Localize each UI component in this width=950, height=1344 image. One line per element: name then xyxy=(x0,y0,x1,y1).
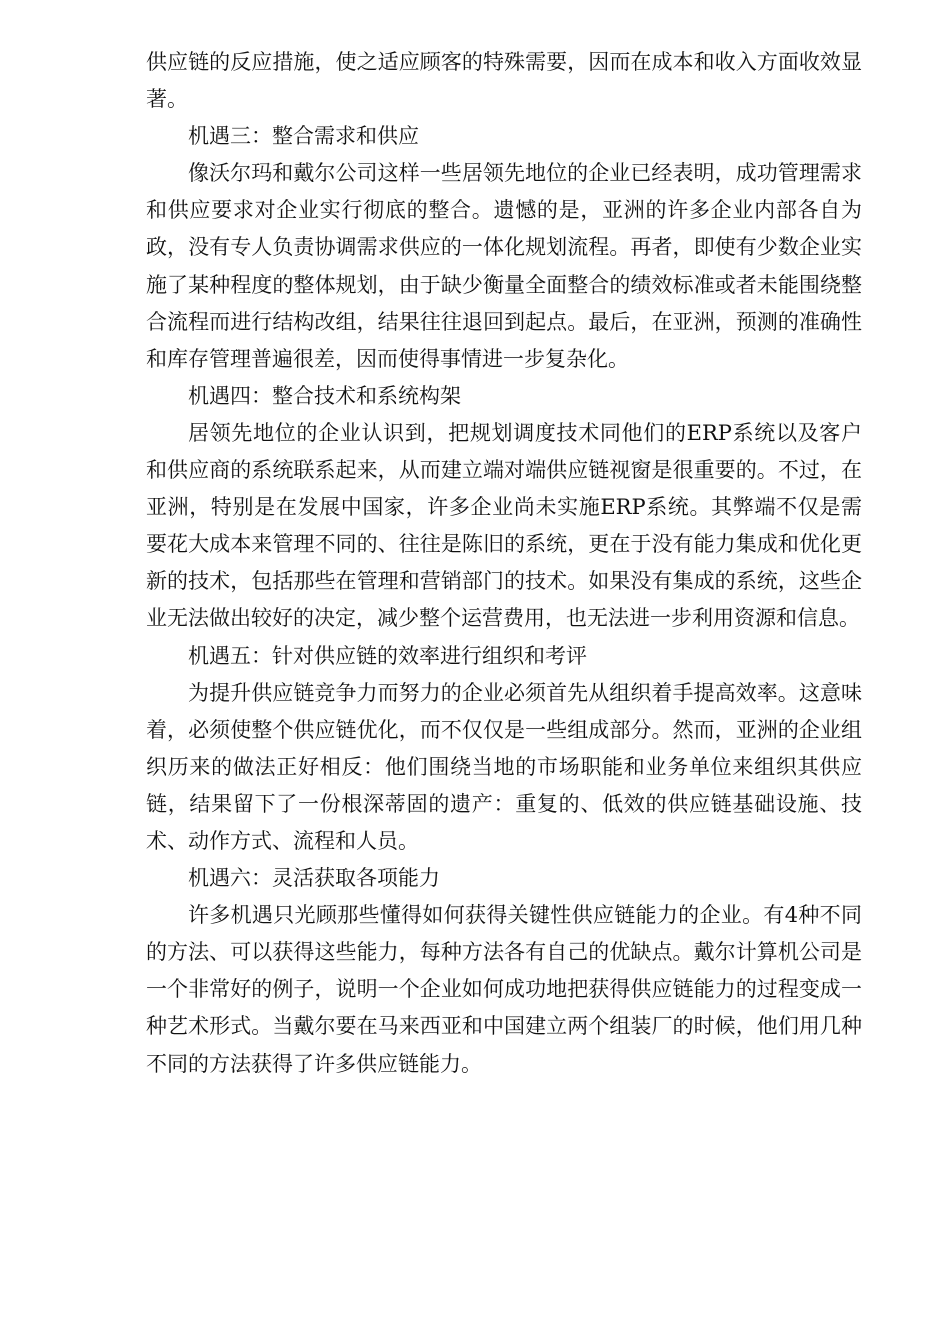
section-heading-opportunity-4: 机遇四：整合技术和系统构架 xyxy=(188,383,461,408)
paragraph-opportunity-4: 居领先地位的企业认识到，把规划调度技术同他们的ERP系统以及客户和供应商的系统联系起来，从而建立端对端供应链视窗是很重要的。不过，在亚洲，特别是在发展中国家，许多企业尚未实施ERP系统。其弊端不仅是需要花大成本来管理不同的、往往是陈旧的系统，更在于没有能力集成和优化更新的技术，包括那些在管理和营销部门的技术。如果没有集成的系统，这些企业无法做出较好的决定，减少整个运营费用，也无法进一步利用资源和信息。 xyxy=(146,420,862,631)
section-heading-opportunity-5: 机遇五：针对供应链的效率进行组织和考评 xyxy=(188,643,587,668)
paragraph-opportunity-5: 为提升供应链竞争力而努力的企业必须首先从组织着手提高效率。这意味着，必须使整个供应链优化，而不仅仅是一些组成部分。然而，亚洲的企业组织历来的做法正好相反：他们围绕当地的市场职能和业务单位来组织其供应链，结果留下了一份根深蒂固的遗产：重复的、低效的供应链基础设施、技术、动作方式、流程和人员。 xyxy=(146,680,862,853)
paragraph-opportunity-3: 像沃尔玛和戴尔公司这样一些居领先地位的企业已经表明，成功管理需求和供应要求对企业实行彻底的整合。遗憾的是，亚洲的许多企业内部各自为政，没有专人负责协调需求供应的一体化规划流程。再者，即使有少数企业实施了某种程度的整体规划，由于缺少衡量全面整合的绩效标准或者未能围绕整合流程而进行结构改组，结果往往退回到起点。最后，在亚洲，预测的准确性和库存管理普遍很差，因而使得事情进一步复杂化。 xyxy=(146,161,862,371)
paragraph-continued: 供应链的反应措施，使之适应顾客的特殊需要，因而在成本和收入方面收效显著。 xyxy=(146,50,862,112)
paragraph-opportunity-6: 许多机遇只光顾那些懂得如何获得关键性供应链能力的企业。有4种不同的方法、可以获得这些能力，每种方法各有自己的优缺点。戴尔计算机公司是一个非常好的例子，说明一个企业如何成功地把获得供应链能力的过程变成一种艺术形式。当戴尔要在马来西亚和中国建立两个组装厂的时候，他们用几种不同的方法获得了许多供应链能力。 xyxy=(146,903,862,1076)
document-page xyxy=(146,44,862,1083)
section-heading-opportunity-3: 机遇三：整合需求和供应 xyxy=(188,124,419,149)
section-heading-opportunity-6: 机遇六：灵活获取各项能力 xyxy=(188,866,440,891)
